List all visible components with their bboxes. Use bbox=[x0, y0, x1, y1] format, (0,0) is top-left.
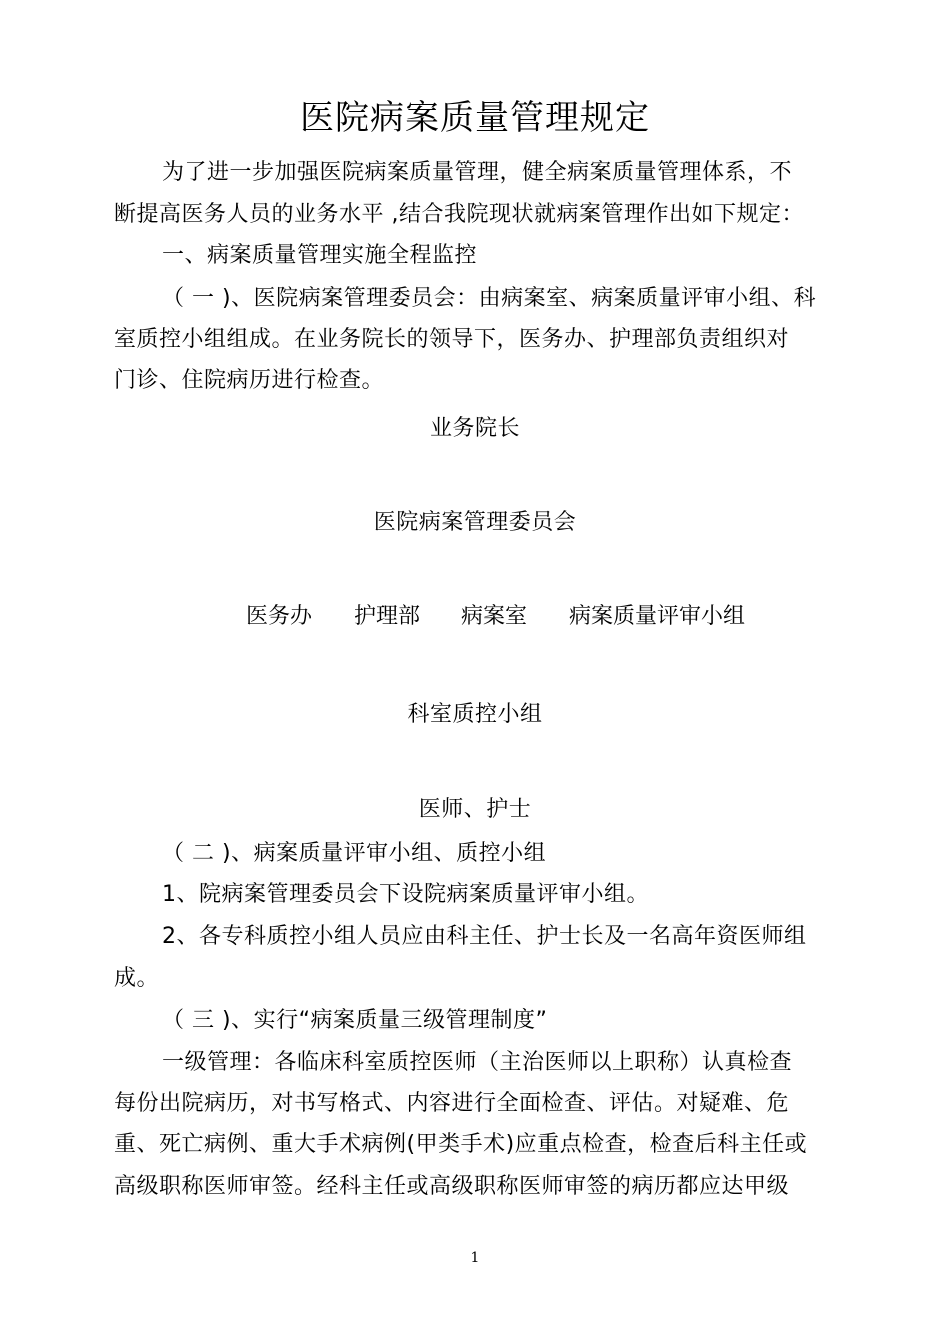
org-chart-level4: 科室质控小组 bbox=[407, 702, 543, 727]
paragraph-line: 室质控小组组成。在业务院长的领导下，医务办、护理部负责组织对 bbox=[114, 327, 790, 352]
paragraph-line: 2、各专科质控小组人员应由科主任、护士长及一名高年资医师组 bbox=[162, 924, 807, 949]
org-chart-node: 护理部 bbox=[354, 604, 421, 629]
org-chart-node: 病案室 bbox=[461, 604, 528, 629]
paragraph-line: （ 一 )、医院病案管理委员会：由病案室、病案质量评审小组、科 bbox=[162, 286, 817, 311]
org-chart-node: 医务办 bbox=[246, 604, 313, 629]
page-number: 1 bbox=[470, 1250, 480, 1266]
org-chart-node: 病案质量评审小组 bbox=[569, 604, 746, 629]
org-chart-level5: 医师、护士 bbox=[418, 797, 532, 822]
paragraph-line: 断提高医务人员的业务水平 ,结合我院现状就病案管理作出如下规定： bbox=[114, 202, 804, 227]
paragraph-line: 一级管理：各临床科室质控医师（主治医师以上职称）认真检查 bbox=[162, 1050, 793, 1075]
section-heading: （ 二 )、病案质量评审小组、质控小组 bbox=[162, 841, 547, 866]
paragraph-line: 每份出院病历，对书写格式、内容进行全面检查、评估。对疑难、危 bbox=[114, 1091, 790, 1116]
paragraph-line: 高级职称医师审签。经科主任或高级职称医师审签的病历都应达甲级 bbox=[114, 1174, 790, 1199]
org-chart-level2: 医院病案管理委员会 bbox=[373, 510, 577, 535]
org-chart-level3 bbox=[246, 602, 745, 632]
paragraph-line: 重、死亡病例、重大手术病例(甲类手术)应重点检查，检查后科主任或 bbox=[114, 1132, 808, 1157]
org-chart-level1: 业务院长 bbox=[429, 416, 520, 441]
section-heading: 一、病案质量管理实施全程监控 bbox=[162, 243, 478, 268]
document-title: 医院病案质量管理规定 bbox=[300, 98, 650, 138]
paragraph-line: 1、院病案管理委员会下设院病案质量评审小组。 bbox=[162, 882, 649, 907]
section-heading: （ 三 )、实行“病案质量三级管理制度” bbox=[162, 1008, 548, 1033]
paragraph-line: 为了进一步加强医院病案质量管理，健全病案质量管理体系，不 bbox=[162, 160, 793, 185]
paragraph-line: 门诊、住院病历进行检查。 bbox=[114, 368, 385, 393]
paragraph-line: 成。 bbox=[114, 966, 160, 991]
